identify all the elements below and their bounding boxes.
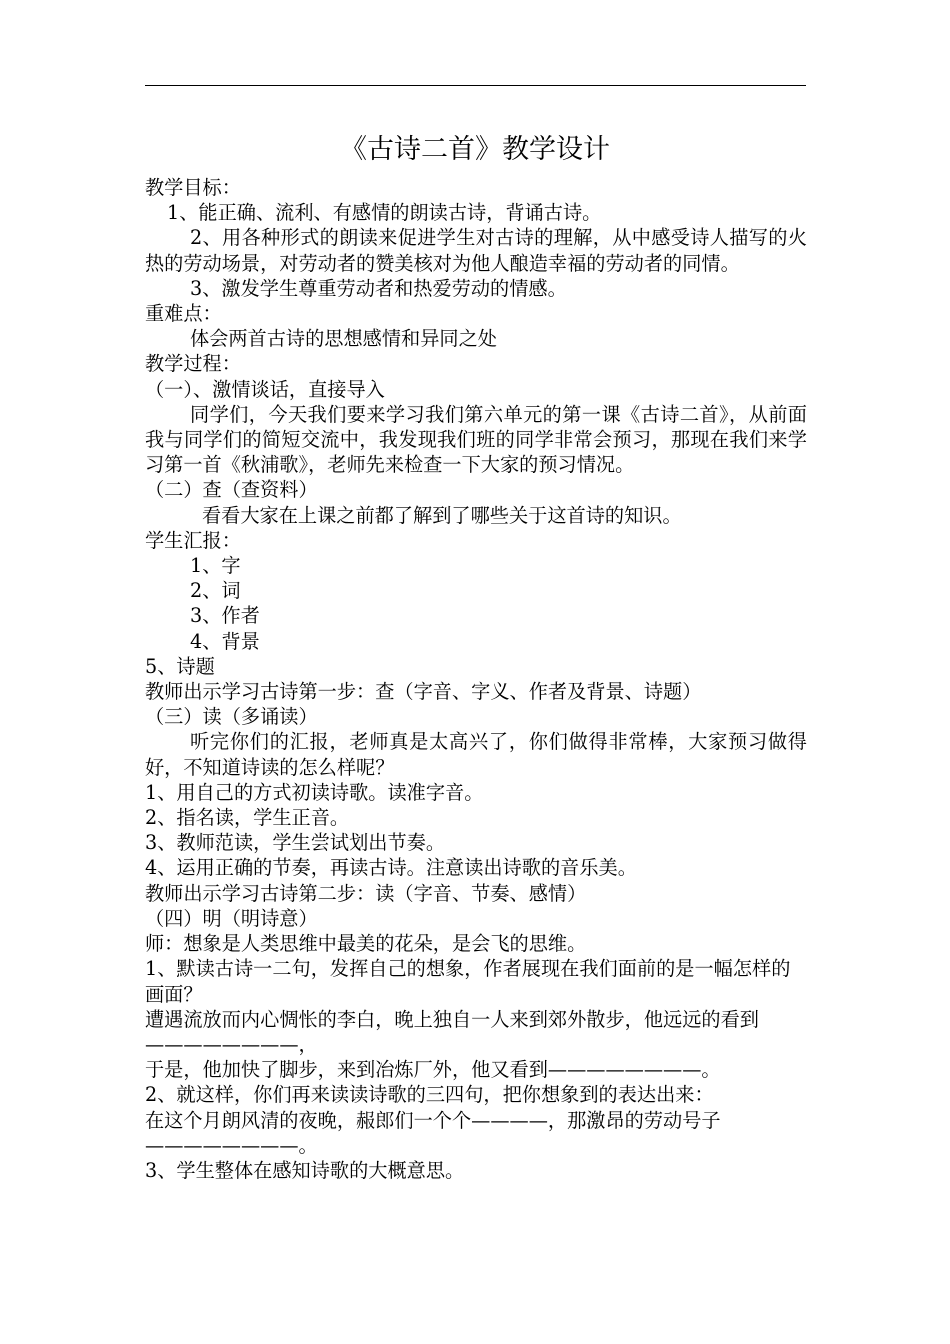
student-report-heading: 学生汇报： [145, 528, 241, 552]
imagination-paragraph-1: 遭遇流放而内心惆怅的李白，晚上独自一人来到郊外散步，他远远的看到————————， [145, 1007, 759, 1056]
imagination-paragraph-2: 于是，他加快了脚步，来到冶炼厂外，他又看到————————。 [145, 1058, 721, 1082]
step-3-heading: （三）读（多诵读） [145, 705, 318, 729]
header-rule [145, 85, 806, 86]
teacher-step-2: 教师出示学习古诗第二步：读（字音、节奏、感情） [145, 881, 587, 905]
report-item-3: 3、作者 [190, 604, 260, 628]
step-1-heading: （一）、激情谈话，直接导入 [145, 377, 385, 401]
imagination-paragraph-3: 在这个月朗风清的夜晚，赧郎们一个个————，那激昂的劳动号子————————。 [145, 1108, 721, 1157]
teacher-step-1: 教师出示学习古诗第一步：查（字音、字义、作者及背景、诗题） [145, 680, 702, 704]
report-item-1: 1、字 [190, 554, 241, 578]
step-4-heading: （四）明（明诗意） [145, 906, 318, 930]
meaning-item-3: 3、学生整体在感知诗歌的大概意思。 [145, 1158, 465, 1182]
read-item-1: 1、用自己的方式初读诗歌。读准字音。 [145, 780, 484, 804]
step-1-paragraph: 同学们，今天我们要来学习我们第六单元的第一课《古诗二首》，从前面我与同学们的简短交流中，我发现我们班的同学非常会预习，那现在我们来学习第一首《秋浦歌》，老师先来检查一下大家的预习情况。 [145, 402, 807, 477]
step-2-heading: （二）查（查资料） [145, 478, 318, 502]
step-2-paragraph: 看看大家在上课之前都了解到了哪些关于这首诗的知识。 [202, 503, 682, 527]
key-points-text: 体会两首古诗的思想感情和异同之处 [190, 327, 497, 351]
report-item-2: 2、词 [190, 579, 241, 603]
section-heading-process: 教学过程： [145, 352, 241, 376]
read-item-4: 4、运用正确的节奏，再读古诗。注意读出诗歌的音乐美。 [145, 856, 637, 880]
section-heading-key-points: 重难点： [145, 302, 222, 326]
step-3-paragraph: 听完你们的汇报，老师真是太高兴了，你们做得非常棒，大家预习做得好，不知道诗读的怎么样呢？ [145, 730, 807, 779]
report-item-4: 4、背景 [190, 629, 260, 653]
section-heading-objectives: 教学目标： [145, 176, 241, 199]
document-title: 《古诗二首》教学设计 [340, 134, 610, 165]
teacher-quote: 师：想象是人类思维中最美的花朵，是会飞的思维。 [145, 932, 587, 956]
report-item-5: 5、诗题 [145, 654, 215, 678]
meaning-item-2: 2、就这样，你们再来读读诗歌的三四句，把你想象到的表达出来： [145, 1083, 714, 1107]
objective-1: 1、能正确、流利、有感情的朗读古诗，背诵古诗。 [167, 201, 602, 225]
objective-3: 3、激发学生尊重劳动者和热爱劳动的情感。 [190, 276, 567, 300]
meaning-item-1: 1、默读古诗一二句，发挥自己的想象，作者展现在我们面前的是一幅怎样的画面？ [145, 957, 791, 1006]
document-body [145, 175, 807, 1183]
read-item-3: 3、教师范读，学生尝试划出节奏。 [145, 831, 446, 855]
objective-2: 2、用各种形式的朗读来促进学生对古诗的理解，从中感受诗人描写的火热的劳动场景，对劳动者的赞美核对为他人酿造幸福的劳动者的同情。 [145, 226, 807, 275]
read-item-2: 2、指名读，学生正音。 [145, 806, 350, 830]
